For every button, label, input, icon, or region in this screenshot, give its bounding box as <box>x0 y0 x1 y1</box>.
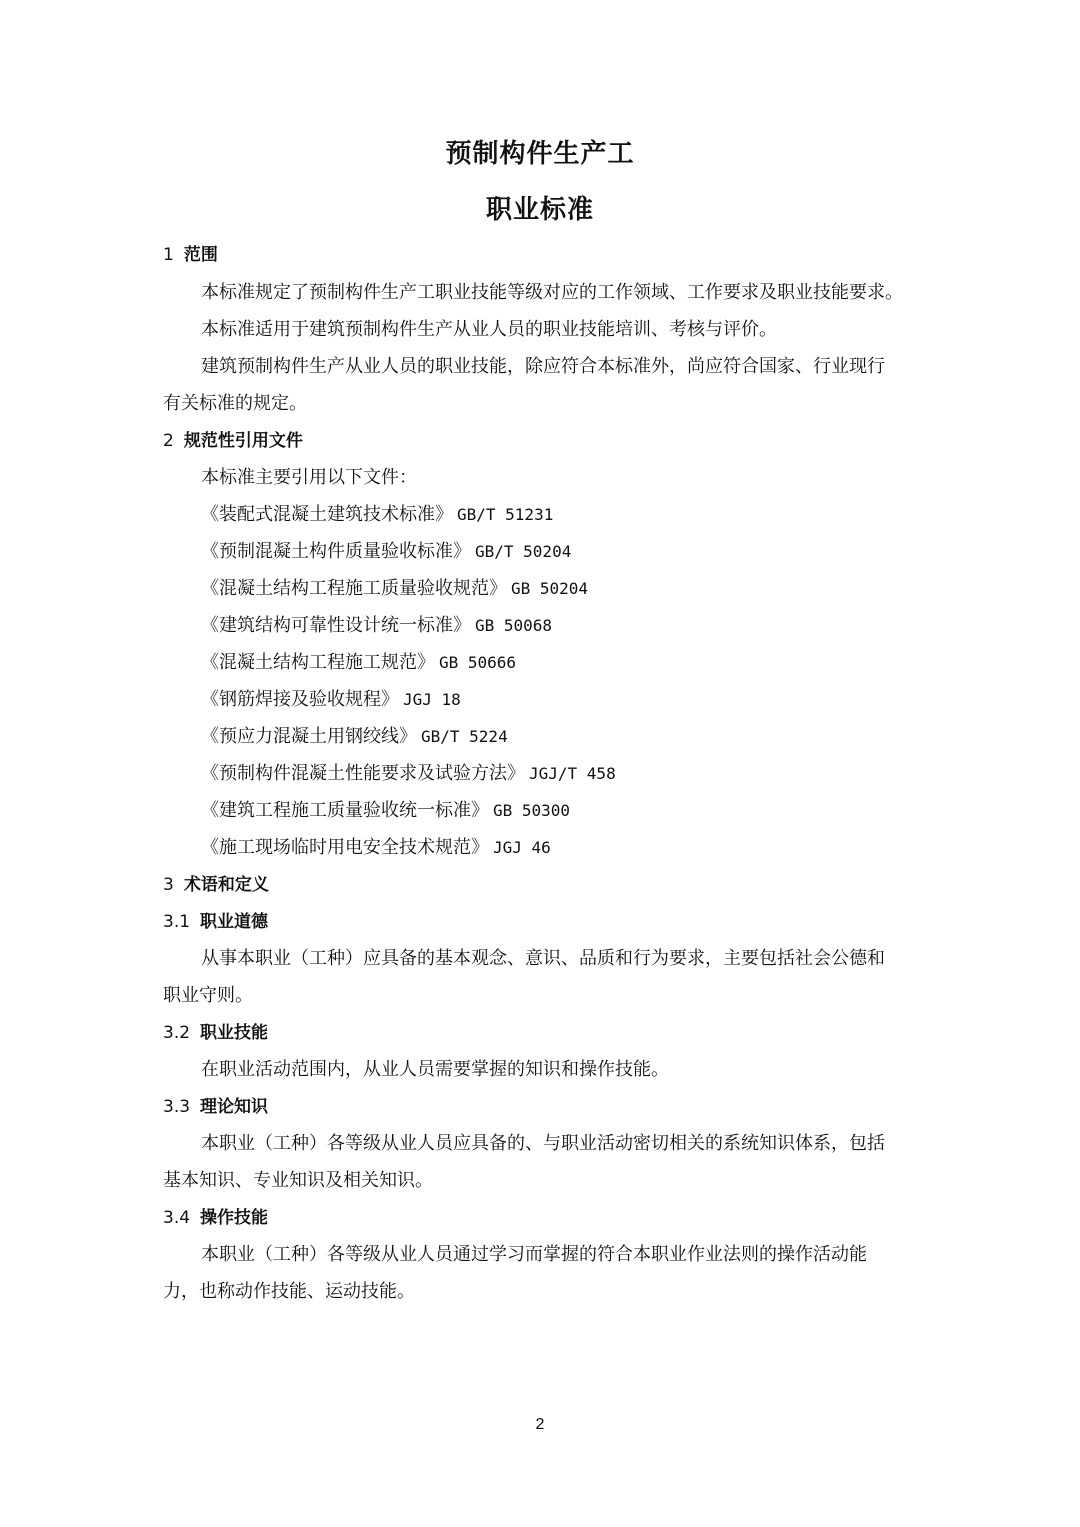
reference-code: JGJ 18 <box>403 690 461 709</box>
reference-code: GB/T 51231 <box>457 505 554 524</box>
paragraph-line: 力，也称动作技能、运动技能。 <box>163 1281 415 1302</box>
section-number: 1 <box>163 245 174 265</box>
document-subtitle: 职业标准 <box>485 195 594 225</box>
paragraph-line: 建筑预制构件生产从业人员的职业技能，除应符合本标准外，尚应符合国家、行业现行 <box>201 356 885 377</box>
paragraph-line: 基本知识、专业知识及相关知识。 <box>163 1170 433 1191</box>
page-number: 2 <box>535 1416 545 1433</box>
section-number: 2 <box>163 431 174 451</box>
reference-item <box>201 837 551 859</box>
reference-title: 《施工现场临时用电安全技术规范》 <box>201 837 489 858</box>
section-title: 规范性引用文件 <box>183 431 303 451</box>
reference-code: GB 50300 <box>493 801 571 820</box>
subsection-number: 3.4 <box>163 1208 191 1228</box>
reference-title: 《混凝土结构工程施工质量验收规范》 <box>201 578 507 599</box>
reference-item <box>201 615 552 637</box>
reference-title: 《预制混凝土构件质量验收标准》 <box>201 541 471 562</box>
reference-title: 《混凝土结构工程施工规范》 <box>201 652 435 673</box>
reference-title: 《建筑结构可靠性设计统一标准》 <box>201 615 471 636</box>
paragraph-line: 从事本职业（工种）应具备的基本观念、意识、品质和行为要求，主要包括社会公德和 <box>201 948 885 969</box>
reference-item <box>201 726 508 748</box>
reference-item <box>201 504 553 526</box>
reference-title: 《预制构件混凝土性能要求及试验方法》 <box>201 763 525 784</box>
reference-title: 《钢筋焊接及验收规程》 <box>201 689 399 710</box>
reference-item <box>201 800 570 822</box>
subsection-number: 3.1 <box>163 912 191 932</box>
section-title: 范围 <box>183 245 218 265</box>
reference-code: GB 50666 <box>439 653 517 672</box>
reference-item <box>201 541 571 563</box>
reference-title: 《装配式混凝土建筑技术标准》 <box>201 504 453 525</box>
subsection-title: 理论知识 <box>200 1097 269 1117</box>
subsection-heading <box>163 1096 268 1118</box>
paragraph-line: 有关标准的规定。 <box>163 393 307 414</box>
section-heading <box>163 244 218 266</box>
subsection-heading <box>163 1022 268 1044</box>
reference-code: GB 50204 <box>511 579 589 598</box>
paragraph-line: 本标准主要引用以下文件： <box>201 467 417 488</box>
reference-code: GB/T 50204 <box>475 542 572 561</box>
subsection-title: 职业道德 <box>200 912 269 932</box>
subsection-title: 操作技能 <box>200 1208 269 1228</box>
paragraph-line: 本职业（工种）各等级从业人员应具备的、与职业活动密切相关的系统知识体系，包括 <box>201 1133 885 1154</box>
subsection-heading <box>163 1207 268 1229</box>
document-title: 预制构件生产工 <box>445 139 635 169</box>
reference-item <box>201 578 588 600</box>
reference-code: JGJ 46 <box>493 838 551 857</box>
reference-code: GB/T 5224 <box>421 727 508 746</box>
section-heading <box>163 874 269 896</box>
subsection-heading <box>163 911 268 933</box>
section-heading <box>163 430 303 452</box>
reference-item <box>201 689 461 711</box>
paragraph-line: 职业守则。 <box>163 985 253 1006</box>
subsection-number: 3.2 <box>163 1023 191 1043</box>
subsection-number: 3.3 <box>163 1097 191 1117</box>
reference-title: 《建筑工程施工质量验收统一标准》 <box>201 800 489 821</box>
paragraph-line: 本标准规定了预制构件生产工职业技能等级对应的工作领域、工作要求及职业技能要求。 <box>201 282 903 303</box>
reference-item <box>201 763 616 785</box>
section-number: 3 <box>163 875 174 895</box>
paragraph-line: 在职业活动范围内，从业人员需要掌握的知识和操作技能。 <box>201 1059 669 1080</box>
reference-item <box>201 652 516 674</box>
reference-code: GB 50068 <box>475 616 553 635</box>
reference-code: JGJ/T 458 <box>529 764 616 783</box>
section-title: 术语和定义 <box>183 875 269 895</box>
paragraph-line: 本职业（工种）各等级从业人员通过学习而掌握的符合本职业作业法则的操作活动能 <box>201 1244 867 1265</box>
paragraph-line: 本标准适用于建筑预制构件生产从业人员的职业技能培训、考核与评价。 <box>201 319 777 340</box>
reference-title: 《预应力混凝土用钢绞线》 <box>201 726 417 747</box>
subsection-title: 职业技能 <box>200 1023 269 1043</box>
